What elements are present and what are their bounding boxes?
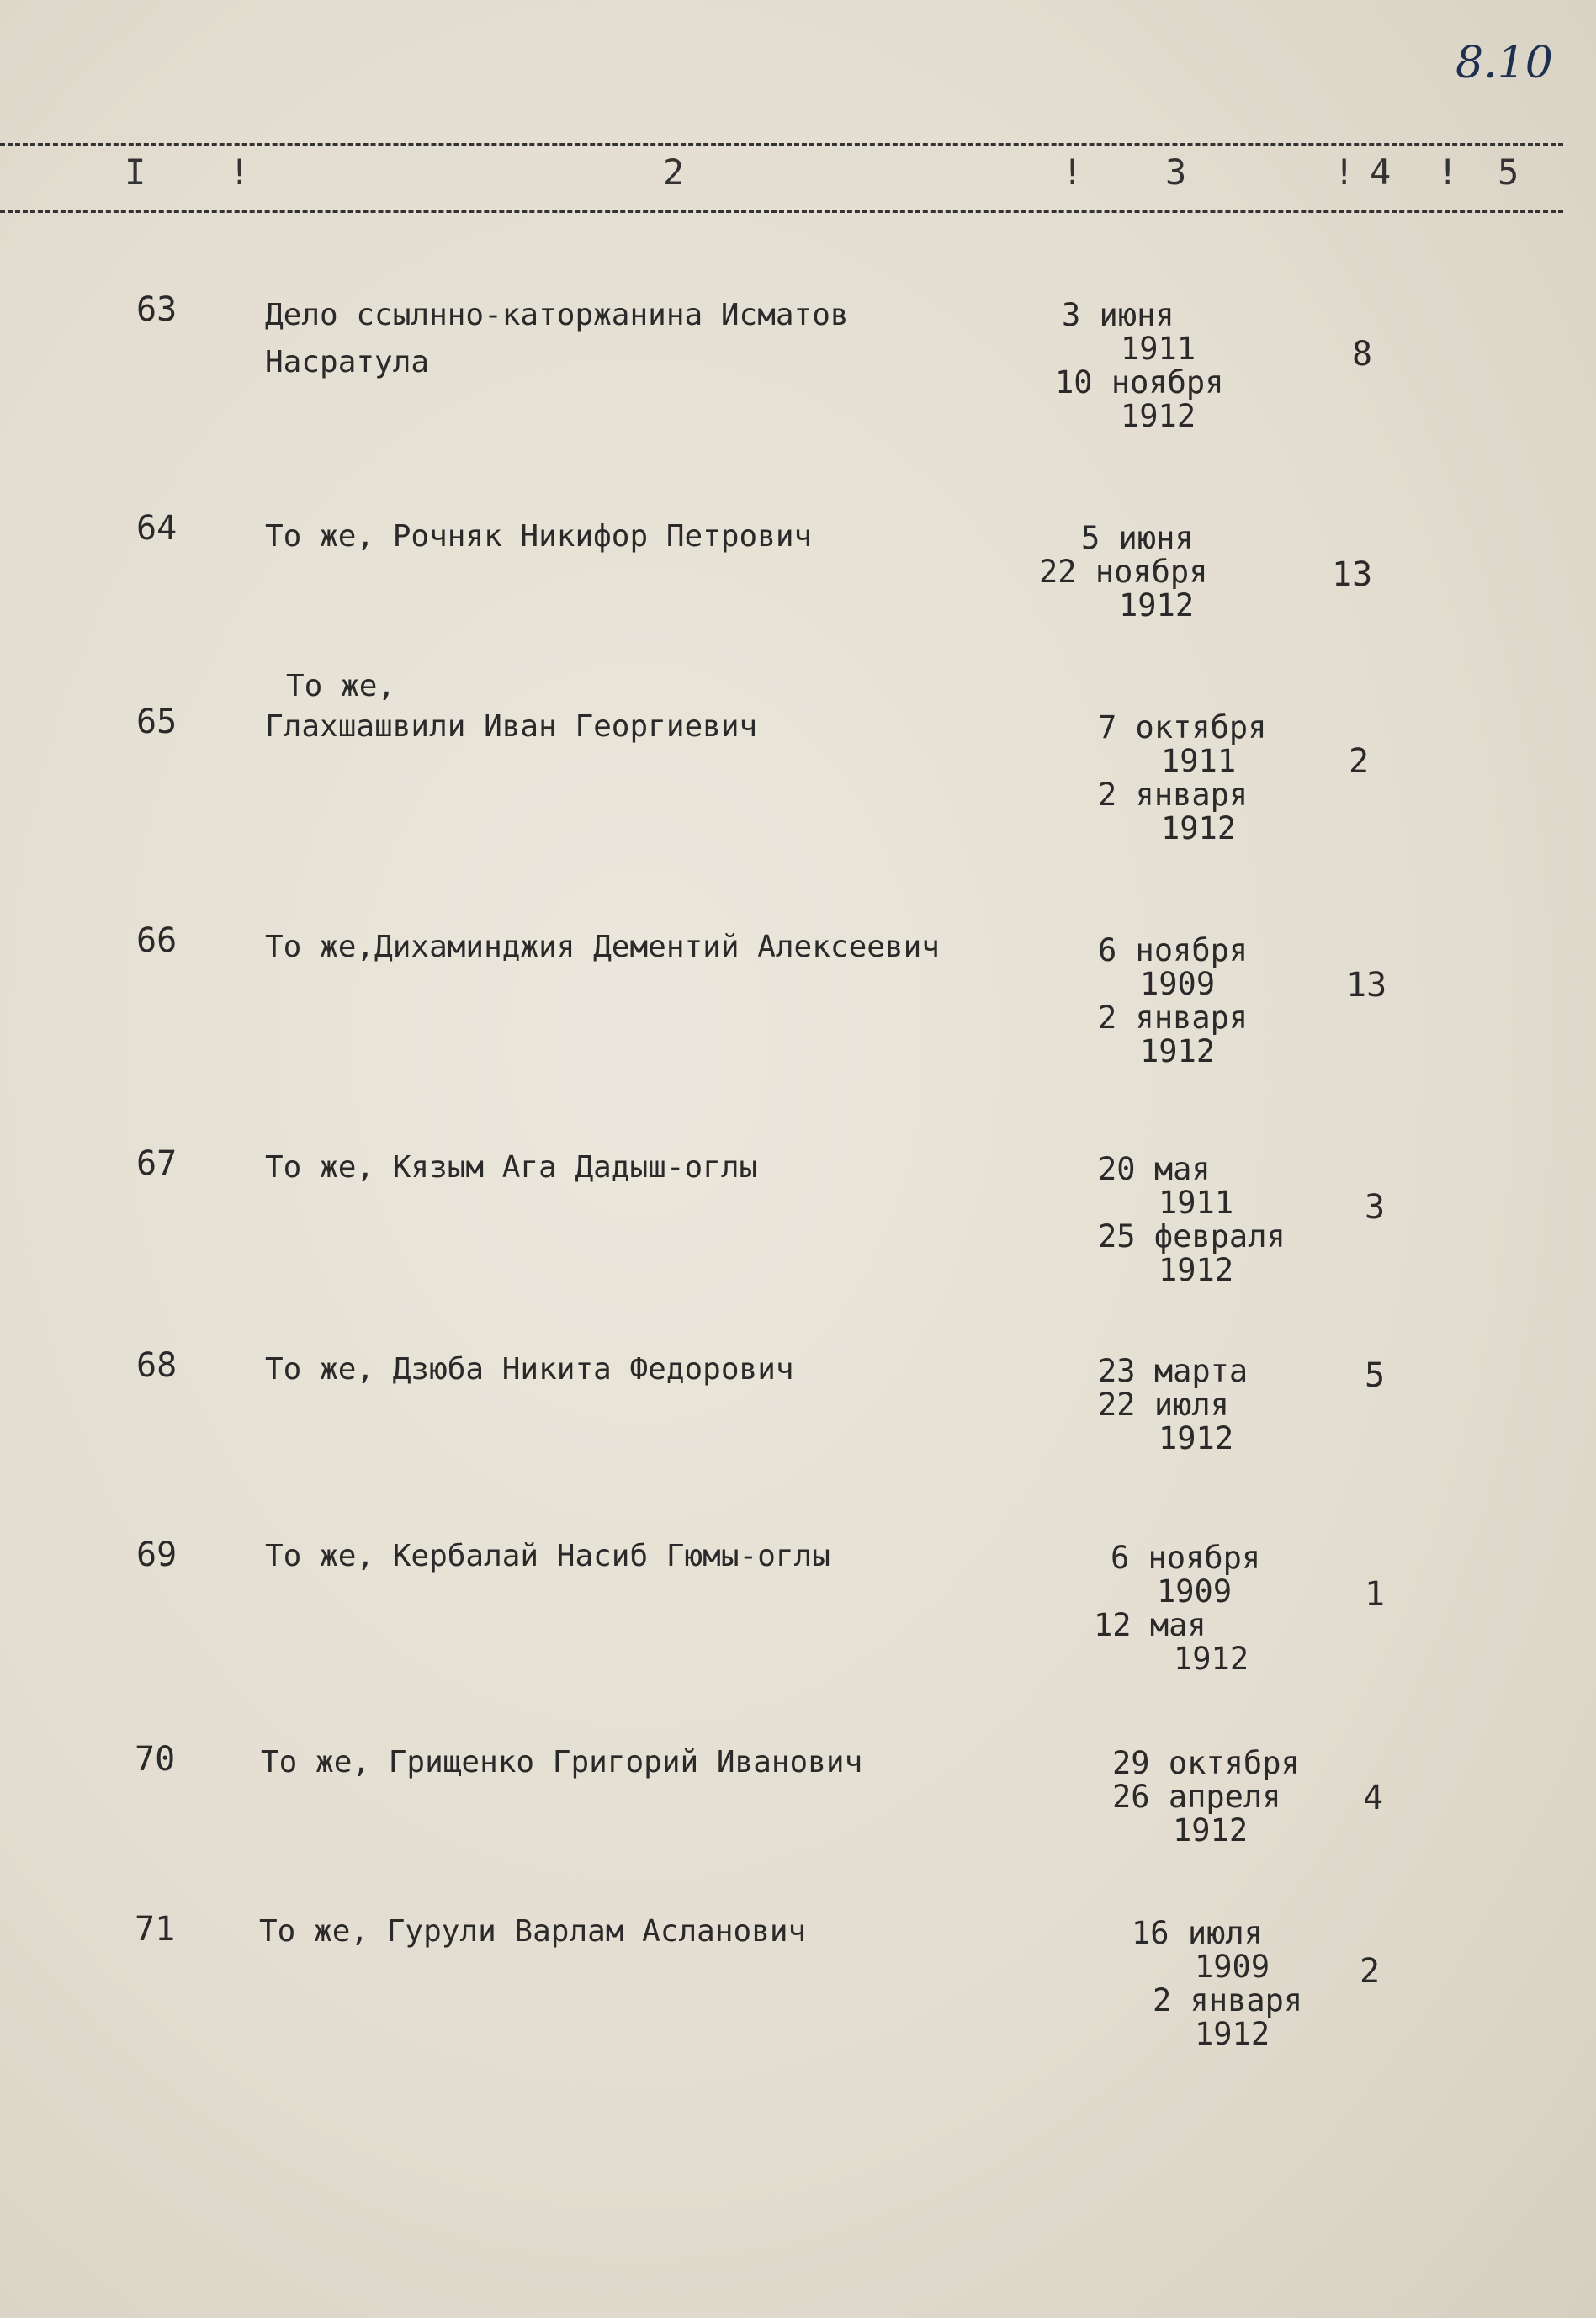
item-number: 65 bbox=[136, 703, 178, 741]
item-description: Дело ссылнно-каторжанина Исматов Насратула bbox=[265, 298, 849, 379]
sheet-count: 5 bbox=[1365, 1356, 1386, 1395]
item-dates: 20 мая 1911 25 февраля 1912 bbox=[1098, 1151, 1286, 1288]
item-description: То же, Грищенко Григорий Иванович bbox=[261, 1745, 863, 1780]
item-dates: 7 октября 1911 2 января 1912 bbox=[1098, 709, 1267, 846]
item-description: То же, Глахшашвили Иван Георгиевич bbox=[265, 669, 758, 744]
sheet-count: 2 bbox=[1349, 742, 1370, 781]
item-number: 64 bbox=[136, 509, 178, 548]
item-dates: 5 июня 22 ноября 1912 bbox=[1039, 520, 1208, 623]
sheet-count: 3 bbox=[1365, 1188, 1386, 1227]
header-bottom-rule bbox=[0, 210, 1563, 213]
header-top-rule bbox=[0, 143, 1563, 146]
item-number: 70 bbox=[135, 1740, 176, 1779]
item-dates: 6 ноября 1909 2 января 1912 bbox=[1098, 932, 1249, 1069]
item-dates: 3 июня 1911 10 ноября 1912 bbox=[1055, 297, 1224, 434]
item-number: 66 bbox=[136, 921, 178, 960]
item-dates: 23 марта 22 июля 1912 bbox=[1098, 1353, 1249, 1456]
sheet-count: 13 bbox=[1332, 555, 1373, 594]
sheet-count: 2 bbox=[1360, 1952, 1381, 1991]
header-col-5: 5 bbox=[1498, 151, 1519, 193]
item-number: 63 bbox=[136, 290, 178, 329]
item-dates: 16 июля 1909 2 января 1912 bbox=[1132, 1915, 1303, 2052]
item-number: 67 bbox=[136, 1144, 178, 1183]
header-col-3: 3 bbox=[1165, 151, 1187, 193]
item-dates: 29 октября 26 апреля 1912 bbox=[1112, 1745, 1300, 1849]
header-col-1: I bbox=[125, 151, 146, 193]
item-number: 68 bbox=[136, 1346, 178, 1385]
item-description: То же,Дихаминджия Дементий Алексеевич bbox=[265, 930, 940, 964]
item-description: То же, Гурули Варлам Асланович bbox=[259, 1914, 807, 1949]
header-separator: ! bbox=[1062, 151, 1084, 193]
header-col-4: 4 bbox=[1370, 151, 1392, 193]
header-separator: ! bbox=[1334, 151, 1355, 193]
header-separator: ! bbox=[1437, 151, 1459, 193]
item-dates: 6 ноября 1909 12 мая 1912 bbox=[1094, 1540, 1261, 1677]
item-number: 71 bbox=[135, 1910, 176, 1949]
folio-number: 8.10 bbox=[1455, 38, 1553, 88]
item-description: То же, Дзюба Никита Федорович bbox=[265, 1352, 794, 1387]
item-description: То же, Кербалай Насиб Гюмы-оглы bbox=[265, 1539, 830, 1573]
header-col-2: 2 bbox=[663, 151, 685, 193]
header-separator: ! bbox=[229, 151, 251, 193]
item-description: То же, Рочняк Никифор Петрович bbox=[265, 519, 813, 554]
item-number: 69 bbox=[136, 1536, 178, 1574]
sheet-count: 4 bbox=[1363, 1779, 1384, 1817]
sheet-count: 13 bbox=[1346, 966, 1387, 1005]
item-description: То же, Кязым Ага Дадыш-оглы bbox=[265, 1150, 758, 1185]
sheet-count: 1 bbox=[1365, 1575, 1386, 1614]
sheet-count: 8 bbox=[1352, 335, 1373, 374]
